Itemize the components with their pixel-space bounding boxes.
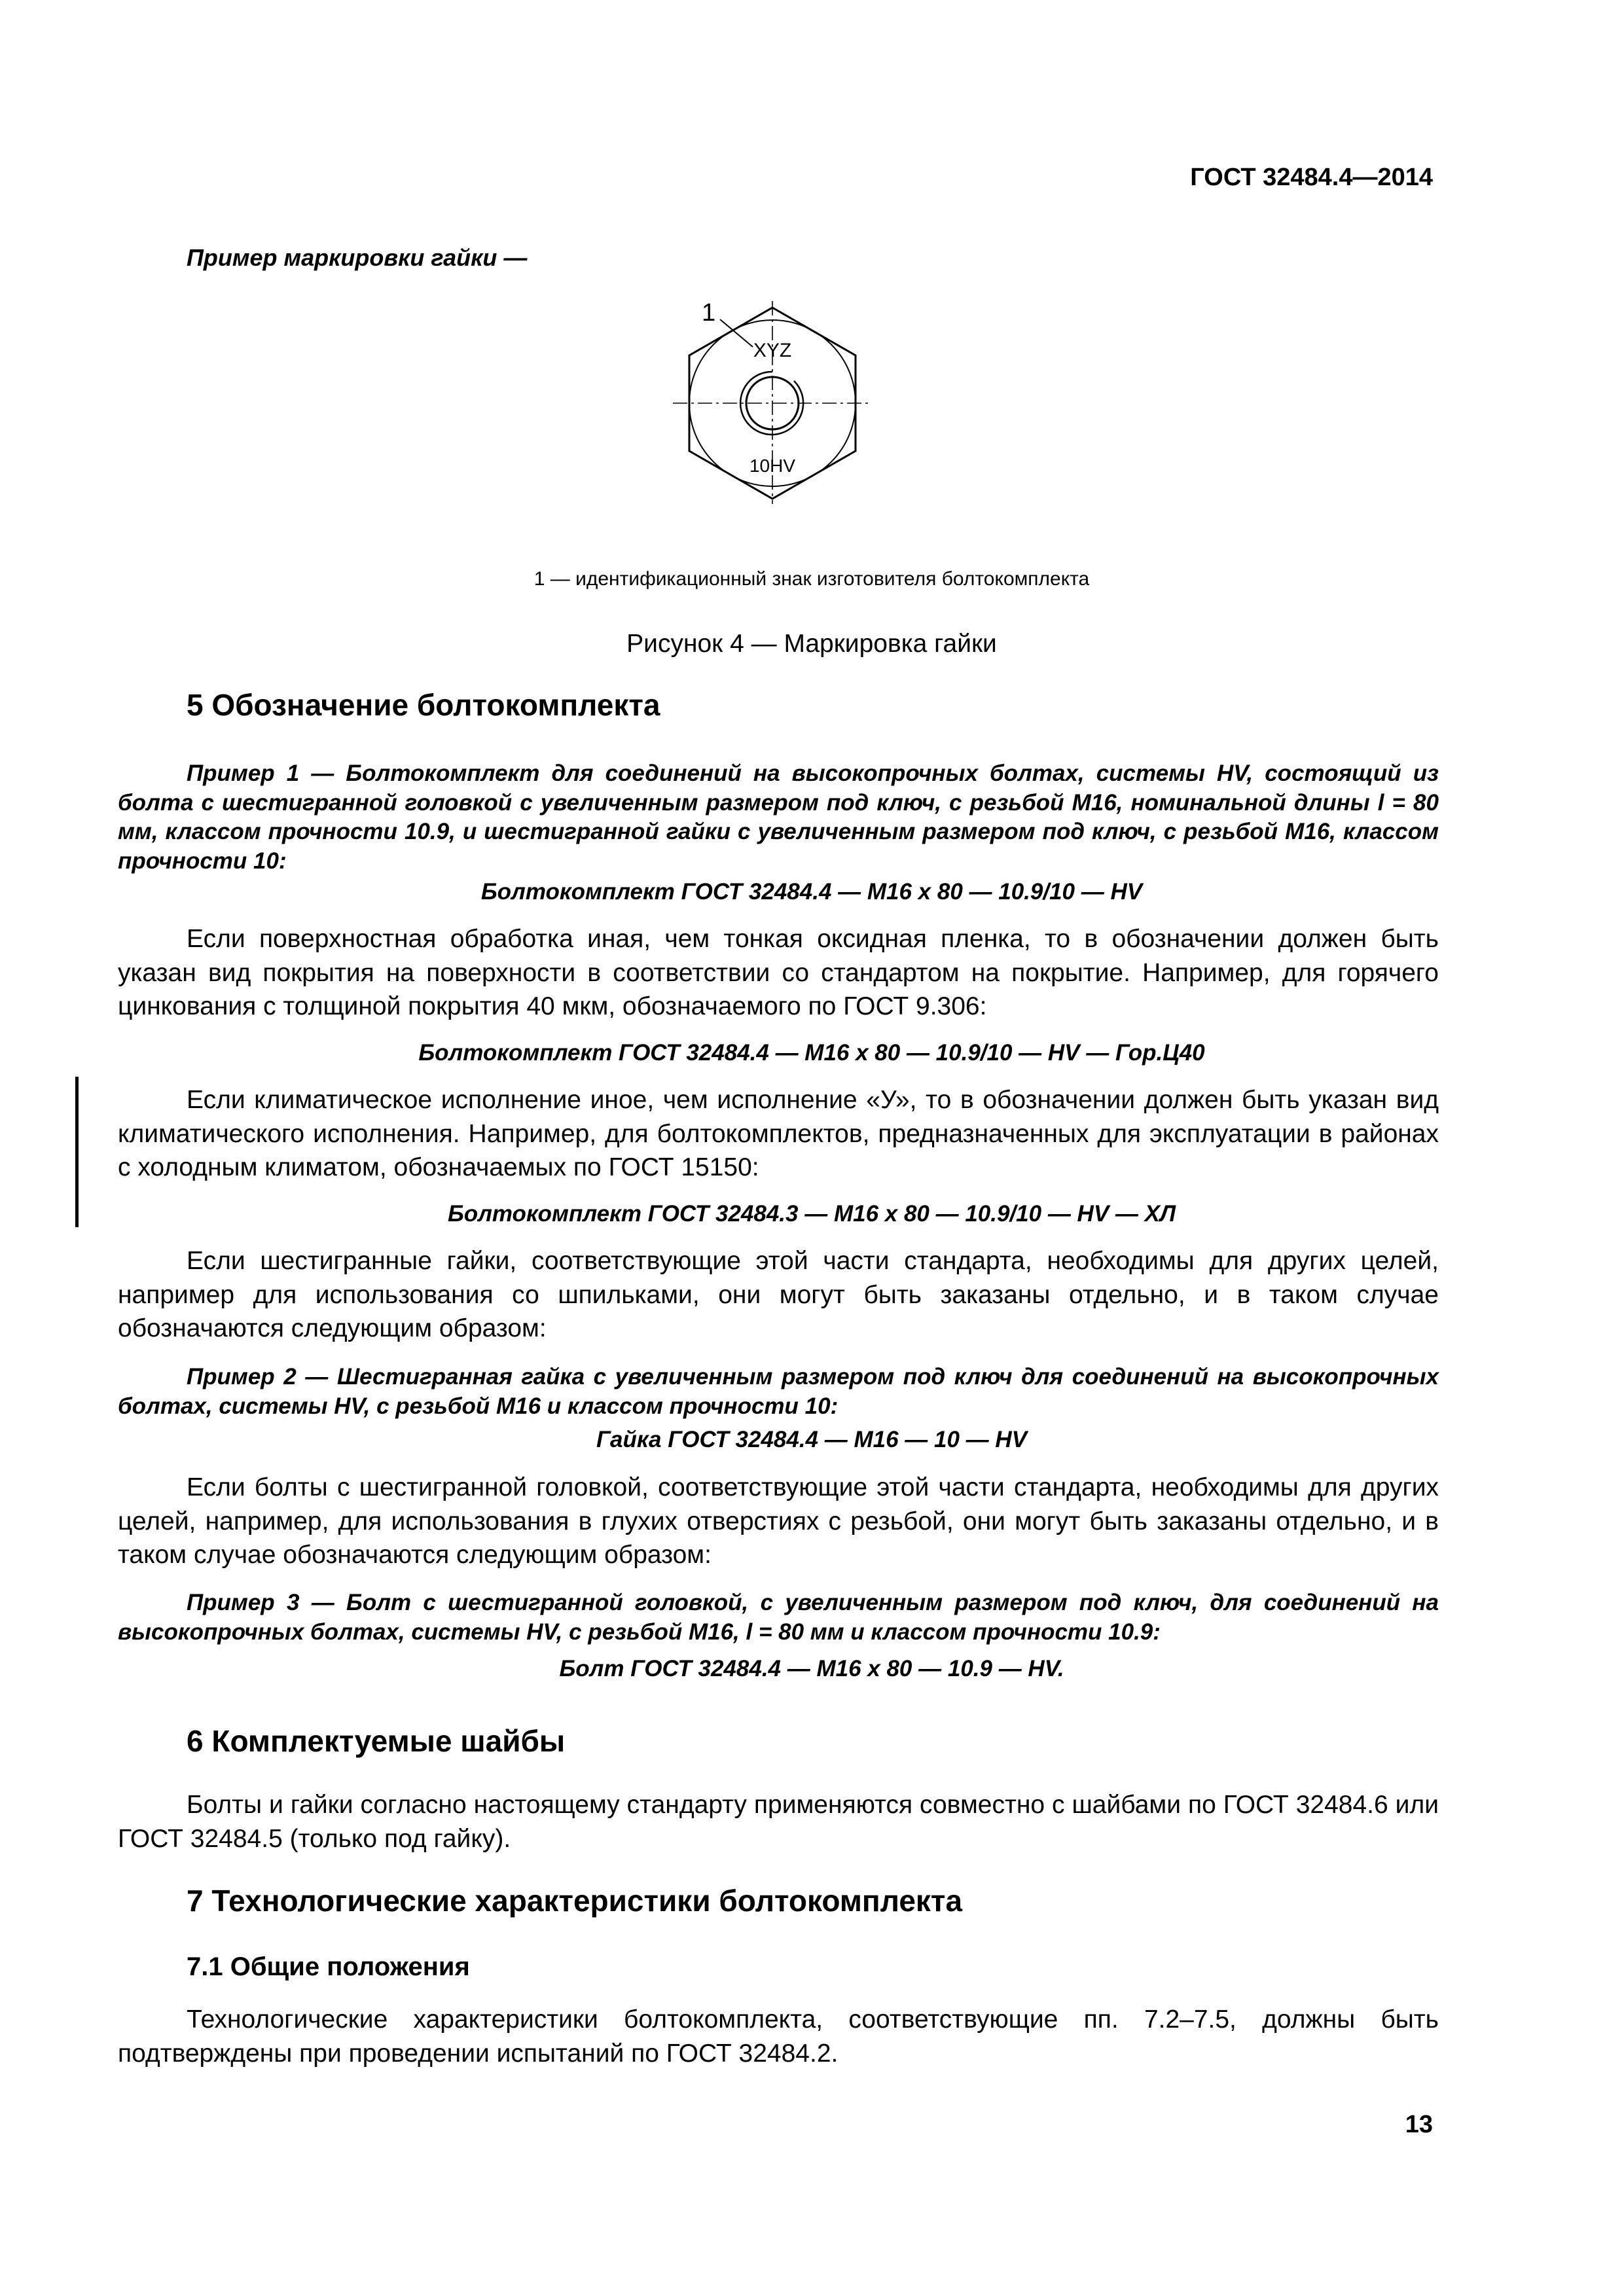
paragraph-nuts-separate: Если шестигранные гайки, соответствующие этой части стандарта, необходимы для других целей, например для использования со шпильками, они могут быть заказаны отдельно, и в таком случае обозначаются следующим образом: xyxy=(118,1247,1439,1342)
section-5-heading: 5 Обозначение болтокомплекта xyxy=(187,688,660,722)
formula-1: Болтокомплект ГОСТ 32484.4 — M16 x 80 — 10.9/10 — HV xyxy=(480,879,1143,905)
document-header: ГОСТ 32484.4—2014 xyxy=(1190,164,1433,191)
figure-bottom-marking: 10HV xyxy=(749,456,796,476)
formula-2: Болтокомплект ГОСТ 32484.4 — M16 x 80 — 10.9/10 — HV — Гор.Ц40 xyxy=(418,1040,1205,1066)
section-6-heading: 6 Комплектуемые шайбы xyxy=(187,1724,566,1758)
marking-example-label: Пример маркировки гайки — xyxy=(187,244,528,271)
paragraph-washers: Болты и гайки согласно настоящему стандарту применяются совместно с шайбами по ГОСТ 32484.6 или ГОСТ 32484.5 (только под гайку). xyxy=(118,1791,1439,1853)
paragraph-bolts-separate: Если болты с шестигранной головкой, соответствующие этой части стандарта, необходимы для других целей, например, для использования в глухих отверстиях с резьбой, они могут быть заказаны отдельно, и в таком случае обозначаются следующим образом: xyxy=(118,1473,1439,1569)
section-7-1-heading: 7.1 Общие положения xyxy=(187,1952,470,1981)
figure-callout-number: 1 xyxy=(702,299,716,327)
formula-4: Гайка ГОСТ 32484.4 — M16 — 10 — HV xyxy=(596,1427,1027,1452)
formula-3: Болтокомплект ГОСТ 32484.3 — M16 x 80 — 10.9/10 — HV — ХЛ xyxy=(447,1201,1176,1227)
example-3: Пример 3 — Болт с шестигранной головкой, с увеличенным размером под ключ, для соединений на высокопрочных болтах, системы HV, с резьбой M16, l = 80 мм и классом прочности 10.9: xyxy=(118,1590,1439,1645)
nut-marking-figure xyxy=(655,288,890,537)
paragraph-tech-characteristics: Технологические характеристики болтокомплекта, соответствующие пп. 7.2–7.5, должны быть подтверждены при проведении испытаний по ГОСТ 32484.2. xyxy=(118,2005,1439,2068)
figure-legend: 1 — идентификационный знак изготовителя болтокомплекта xyxy=(533,568,1090,590)
paragraph-climate: Если климатическое исполнение иное, чем исполнение «У», то в обозначении должен быть указан вид климатического исполнения. Например, для болтокомплектов, предназначенных для эксплуатации в районах с холодным климатом, обозначаемых по ГОСТ 15150: xyxy=(118,1086,1439,1181)
example-2: Пример 2 — Шестигранная гайка с увеличенным размером под ключ для соединений на высокопрочных болтах, системы HV, с резьбой M16 и классом прочности 10: xyxy=(118,1364,1439,1419)
section-7-heading: 7 Технологические характеристики болтокомплекта xyxy=(187,1884,963,1918)
page-number: 13 xyxy=(1405,2111,1433,2138)
formula-5: Болт ГОСТ 32484.4 — M16 x 80 — 10.9 — HV. xyxy=(559,1656,1064,1681)
paragraph-surface-treatment: Если поверхностная обработка иная, чем тонкая оксидная пленка, то в обозначении должен быть указан вид покрытия на поверхности в соответствии со стандартом на покрытие. Например, для горячего цинкования с толщиной покрытия 40 мкм, обозначаемого по ГОСТ 9.306: xyxy=(118,925,1439,1020)
example-1: Пример 1 — Болтокомплект для соединений на высокопрочных болтах, системы HV, состоящий из болта с шестигранной головкой с увеличенным размером под ключ, с резьбой M16, номинальной длины l = 80 мм, классом прочности 10.9, и шестигранной гайки с увеличенным размером под ключ, с резьбой M16, классом прочности 10: xyxy=(118,761,1439,874)
figure-top-marking: XYZ xyxy=(753,340,792,361)
change-bar xyxy=(75,1077,79,1227)
figure-title: Рисунок 4 — Маркировка гайки xyxy=(626,630,997,658)
